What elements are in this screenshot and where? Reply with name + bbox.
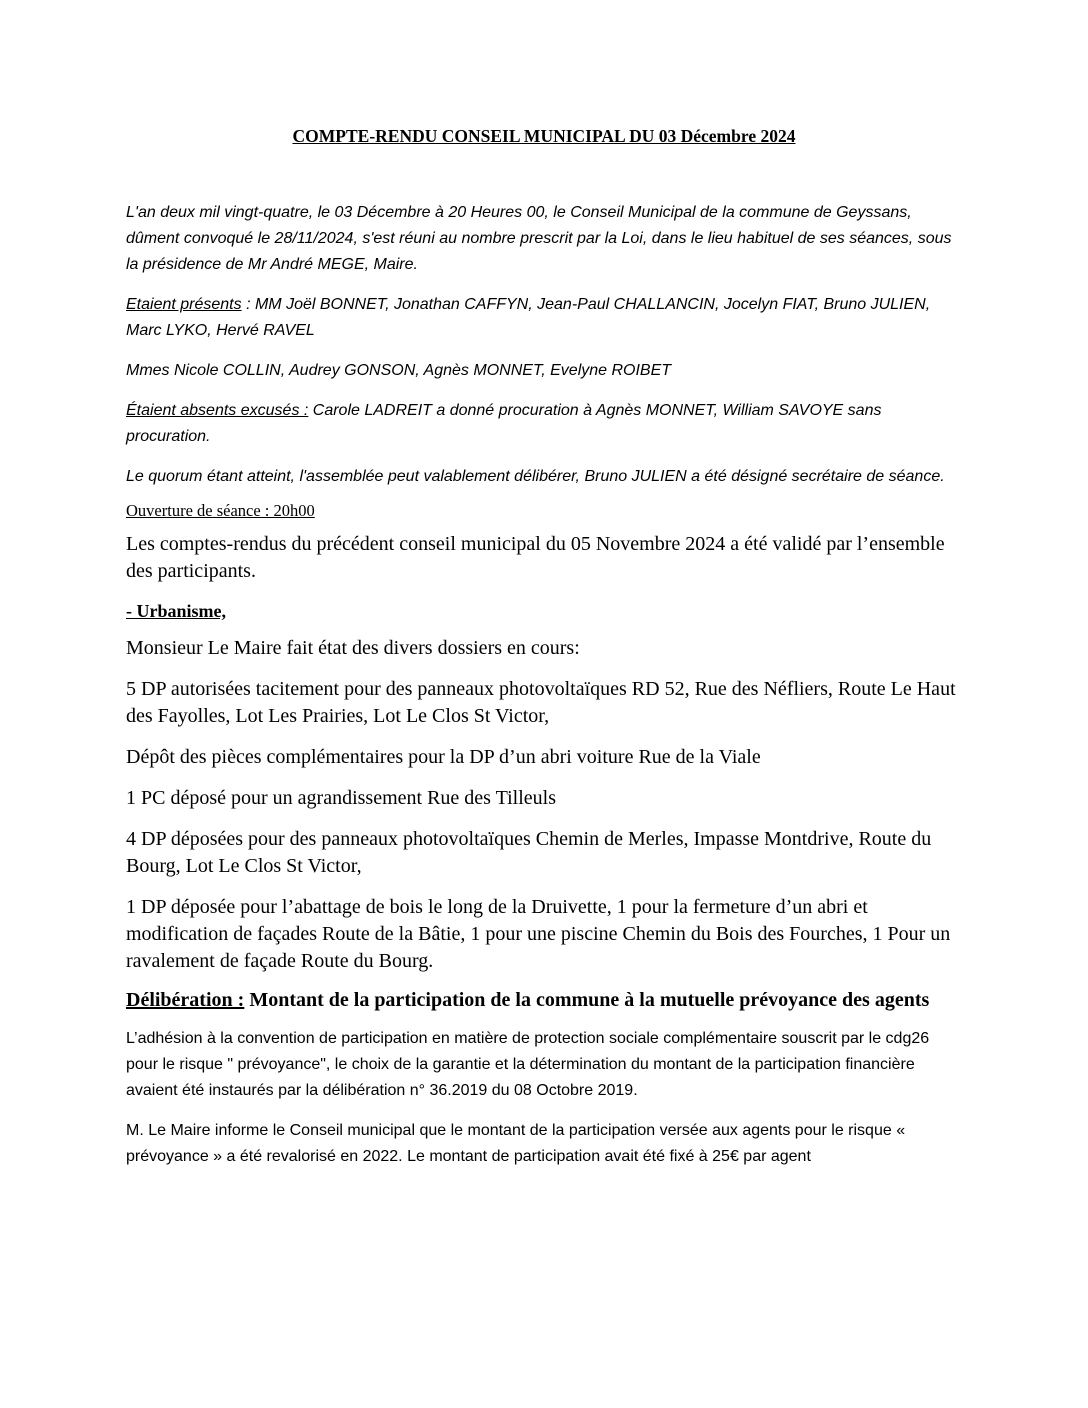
previous-minutes-paragraph: Les comptes-rendus du précédent conseil municipal du 05 Novembre 2024 a été validé par l’ensemble des participants.: [126, 533, 945, 582]
opening-paragraph: Ouverture de séance : 20h00: [126, 501, 315, 520]
urbanisme-item: 1 PC déposé pour un agrandissement Rue des Tilleuls: [126, 787, 556, 809]
urbanisme-item: 5 DP autorisées tacitement pour des panneaux photovoltaïques RD 52, Rue des Néfliers, Route Le Haut des Fayolles, Lot Les Prairies, Lot Le Clos St Victor,: [126, 678, 956, 727]
present-text: : MM Joël BONNET, Jonathan CAFFYN, Jean-Paul CHALLANCIN, Jocelyn FIAT, Bruno JULIEN, Marc LYKO, Hervé RAVEL: [126, 296, 931, 339]
page-title: COMPTE-RENDU CONSEIL MUNICIPAL DU 03 Décembre 2024: [292, 126, 796, 146]
deliberation-paragraph: L’adhésion à la convention de participation en matière de protection sociale complémentaire souscrit par le cdg26 pour le risque " prévoyance", le choix de la garantie et la détermination du montant de la participation financière avaient été instaurés par la délibération n° 36.2019 du 08 Octobre 2019.: [126, 1030, 930, 1099]
deliberation-heading: [126, 987, 962, 1014]
intro-paragraph: L'an deux mil vingt-quatre, le 03 Décembre à 20 Heures 00, le Conseil Municipal de la commune de Geyssans, dûment convoqué le 28/11/2024, s'est réuni au nombre prescrit par la Loi, dans le lieu habituel de ses séances, sous la présidence de Mr André MEGE, Maire.: [126, 204, 952, 273]
absent-label: Étaient absents excusés :: [126, 402, 309, 419]
urbanisme-item: Dépôt des pièces complémentaires pour la DP d’un abri voiture Rue de la Viale: [126, 746, 761, 768]
deliberation-title: Montant de la participation de la commune à la mutuelle prévoyance des agents: [244, 989, 930, 1011]
deliberation-paragraph: M. Le Maire informe le Conseil municipal que le montant de la participation versée aux agents pour le risque « prévoyance » a été revalorisé en 2022. Le montant de participation avait été fixé à 25€ par agent: [126, 1122, 906, 1165]
absent-text: Carole LADREIT a donné procuration à Agnès MONNET, William SAVOYE sans procuration.: [126, 402, 882, 445]
urbanisme-heading: - Urbanisme,: [126, 601, 226, 621]
urbanisme-item: 1 DP déposée pour l’abattage de bois le long de la Druivette, 1 pour la fermeture d’un abri et modification de façades Route de la Bâtie, 1 pour une piscine Chemin du Bois des Fourches, 1 Pour un ravalement de façade Route du Bourg.: [126, 896, 951, 972]
quorum-paragraph: Le quorum étant atteint, l'assemblée peut valablement délibérer, Bruno JULIEN a été désigné secrétaire de séance.: [126, 468, 945, 485]
document-content: [126, 124, 962, 1184]
present-label: Etaient présents: [126, 296, 242, 313]
mmes-paragraph: Mmes Nicole COLLIN, Audrey GONSON, Agnès MONNET, Evelyne ROIBET: [126, 362, 672, 379]
urbanisme-item: Monsieur Le Maire fait état des divers dossiers en cours:: [126, 637, 580, 659]
deliberation-label: Délibération :: [126, 989, 245, 1011]
present-paragraph: [126, 292, 962, 344]
absent-paragraph: [126, 398, 962, 450]
urbanisme-item: 4 DP déposées pour des panneaux photovoltaïques Chemin de Merles, Impasse Montdrive, Route du Bourg, Lot Le Clos St Victor,: [126, 828, 932, 877]
